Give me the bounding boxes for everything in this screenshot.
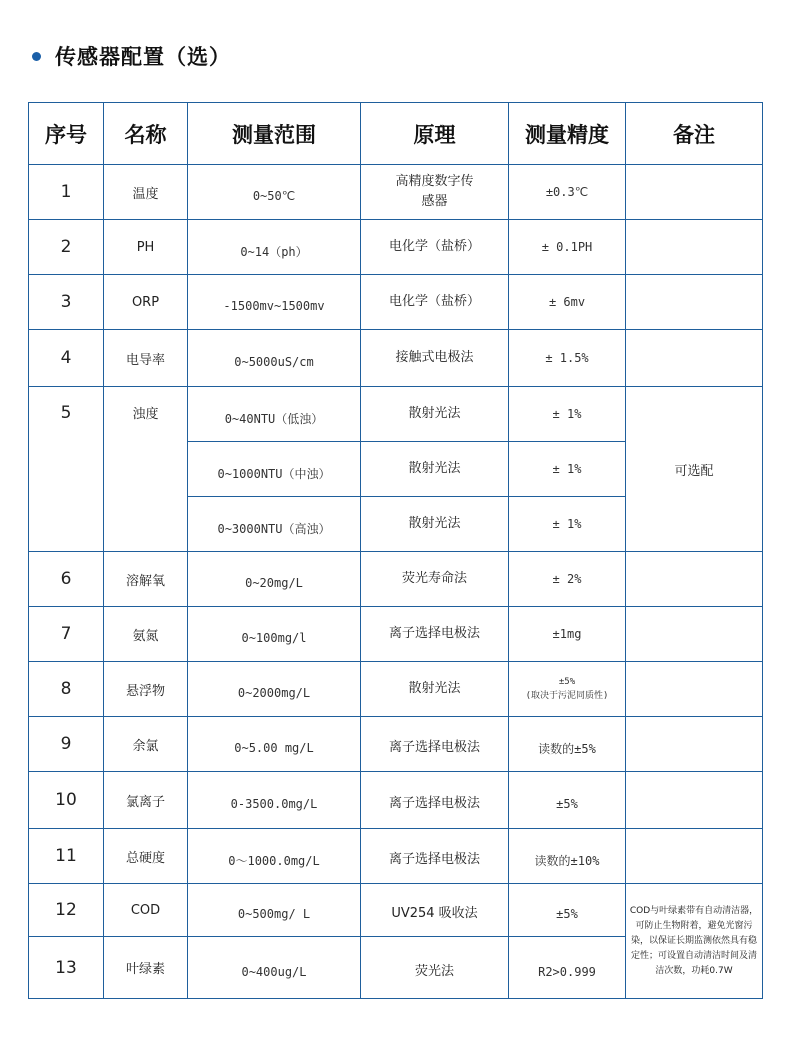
cell-range (188, 607, 361, 662)
table-row (29, 717, 763, 772)
accuracy-text: ±5% (556, 907, 578, 921)
cell-accuracy: ± 1% (509, 442, 626, 497)
cell-name: 氯离子 (104, 772, 188, 829)
cell-range (188, 552, 361, 607)
cell-note (626, 275, 763, 330)
cell-range (188, 275, 361, 330)
range-text: 0~3000NTU（高浊） (217, 521, 331, 536)
range-text: 0-3500.0mg/L (230, 797, 318, 811)
table-header-row (29, 103, 763, 165)
cell-note (626, 552, 763, 607)
cell-no: 9 (29, 717, 104, 772)
header-principle: 原理 (361, 103, 509, 165)
cell-accuracy (509, 884, 626, 937)
range-text: 0~14（ph） (240, 244, 308, 259)
cell-no: 3 (29, 275, 104, 330)
cell-range (188, 220, 361, 275)
cell-principle: 荧光寿命法 (361, 552, 509, 607)
cell-accuracy (509, 829, 626, 884)
cell-principle: 散射光法 (361, 662, 509, 717)
cell-range (188, 937, 361, 999)
range-text: 0~50℃ (252, 189, 296, 203)
range-text: 0～1000.0mg/L (228, 853, 320, 868)
section-title-text: 传感器配置（选） (55, 45, 231, 69)
cell-name: 溶解氧 (104, 552, 188, 607)
cell-principle: 散射光法 (361, 442, 509, 497)
range-text: 0~5000uS/cm (234, 355, 314, 369)
cell-note (626, 220, 763, 275)
cell-name: 氨氮 (104, 607, 188, 662)
cell-name: PH (104, 220, 188, 275)
cell-name: 电导率 (104, 330, 188, 387)
cell-name: 悬浮物 (104, 662, 188, 717)
cell-accuracy (509, 937, 626, 999)
table-row (29, 607, 763, 662)
section-title (32, 40, 231, 72)
range-text: 0~1000NTU（中浊） (217, 466, 331, 481)
cell-note (626, 662, 763, 717)
cell-no: 13 (29, 937, 104, 999)
table-row (29, 884, 763, 937)
cell-principle (361, 717, 509, 772)
cell-no: 1 (29, 165, 104, 220)
table-row (29, 552, 763, 607)
cell-principle (361, 937, 509, 999)
cell-no: 6 (29, 552, 104, 607)
table-row (29, 387, 763, 442)
cell-note (626, 330, 763, 387)
cell-no: 10 (29, 772, 104, 829)
cell-no: 7 (29, 607, 104, 662)
cell-note (626, 829, 763, 884)
cell-range (188, 717, 361, 772)
table-row (29, 275, 763, 330)
range-text: 0~5.00 mg/L (234, 741, 314, 755)
principle-text: 荧光法 (414, 963, 454, 979)
table-row (29, 220, 763, 275)
cell-note (626, 717, 763, 772)
cell-note (626, 772, 763, 829)
header-note: 备注 (626, 103, 763, 165)
cell-no: 5 (29, 387, 104, 552)
range-text: 0~40NTU（低浊） (224, 411, 324, 426)
cell-accuracy: ± 1.5% (509, 330, 626, 387)
range-text: 0~100mg/l (241, 631, 307, 645)
cell-no: 4 (29, 330, 104, 387)
range-text: 0~400ug/L (241, 964, 307, 979)
cell-range (188, 662, 361, 717)
cell-range (188, 330, 361, 387)
cell-no: 11 (29, 829, 104, 884)
cell-accuracy: ± 0.1PH (509, 220, 626, 275)
cell-principle (361, 829, 509, 884)
principle-text: 离子选择电极法 (388, 796, 480, 811)
header-name: 名称 (104, 103, 188, 165)
table-row (29, 829, 763, 884)
cell-note-optional: 可选配 (626, 387, 763, 552)
cell-principle: 离子选择电极法 (361, 607, 509, 662)
cell-range (188, 829, 361, 884)
cell-range (188, 442, 361, 497)
cell-accuracy (509, 772, 626, 829)
principle-text: UV254 吸收法 (391, 906, 478, 921)
cell-accuracy (509, 662, 626, 717)
range-text: -1500mv~1500mv (223, 299, 325, 313)
accuracy-text: ±5% (558, 677, 576, 687)
cell-principle (361, 884, 509, 937)
cell-name: 浊度 (104, 387, 188, 552)
cell-accuracy (509, 717, 626, 772)
cell-no: 8 (29, 662, 104, 717)
cell-principle: 散射光法 (361, 497, 509, 552)
cell-accuracy: ± 2% (509, 552, 626, 607)
cell-name: 余氯 (104, 717, 188, 772)
cell-principle (361, 165, 509, 220)
cell-accuracy: ± 1% (509, 387, 626, 442)
principle-text: 离子选择电极法 (388, 740, 480, 755)
cell-range (188, 772, 361, 829)
range-text: 0~500mg/ L (237, 907, 311, 921)
range-text: 0~20mg/L (245, 576, 303, 590)
cell-name: 叶绿素 (104, 937, 188, 999)
header-range: 测量范围 (188, 103, 361, 165)
cell-principle: 电化学（盐桥） (361, 220, 509, 275)
table-row (29, 772, 763, 829)
cell-principle: 散射光法 (361, 387, 509, 442)
cell-accuracy: ± 1% (509, 497, 626, 552)
cell-note (626, 607, 763, 662)
cell-name: 温度 (104, 165, 188, 220)
table-row (29, 330, 763, 387)
cell-accuracy: ±0.3℃ (509, 165, 626, 220)
cell-name: COD (104, 884, 188, 937)
sensor-config-table (28, 102, 763, 999)
cell-accuracy: ±1mg (509, 607, 626, 662)
principle-text: 高精度数字传感器 (395, 174, 474, 209)
accuracy-text: R2>0.999 (538, 964, 596, 979)
table-row (29, 662, 763, 717)
header-no: 序号 (29, 103, 104, 165)
cell-range (188, 387, 361, 442)
cell-name: ORP (104, 275, 188, 330)
range-text: 0~2000mg/L (237, 686, 311, 700)
cell-principle (361, 772, 509, 829)
cell-range (188, 165, 361, 220)
cell-principle: 接触式电极法 (361, 330, 509, 387)
accuracy-note: (取决于污泥同质性) (525, 691, 609, 701)
cell-name: 总硬度 (104, 829, 188, 884)
header-accuracy: 测量精度 (509, 103, 626, 165)
table-row (29, 165, 763, 220)
cell-note (626, 165, 763, 220)
accuracy-text: 读数的±10% (534, 853, 600, 868)
cell-accuracy: ± 6mv (509, 275, 626, 330)
cell-no: 2 (29, 220, 104, 275)
cell-range (188, 497, 361, 552)
bullet-dot-icon (32, 52, 41, 61)
cell-principle: 电化学（盐桥） (361, 275, 509, 330)
cell-note-cleaner: COD与叶绿素带有自动清洁器，可防止生物附着，避免光窗污染，以保证长期监测依然具有稳定性；可设置自动清洁时间及清洁次数，功耗0.7W (626, 884, 763, 999)
cell-range (188, 884, 361, 937)
principle-text: 离子选择电极法 (388, 852, 480, 867)
accuracy-text: 读数的±5% (538, 741, 596, 756)
cell-no: 12 (29, 884, 104, 937)
accuracy-text: ±5% (556, 797, 578, 811)
